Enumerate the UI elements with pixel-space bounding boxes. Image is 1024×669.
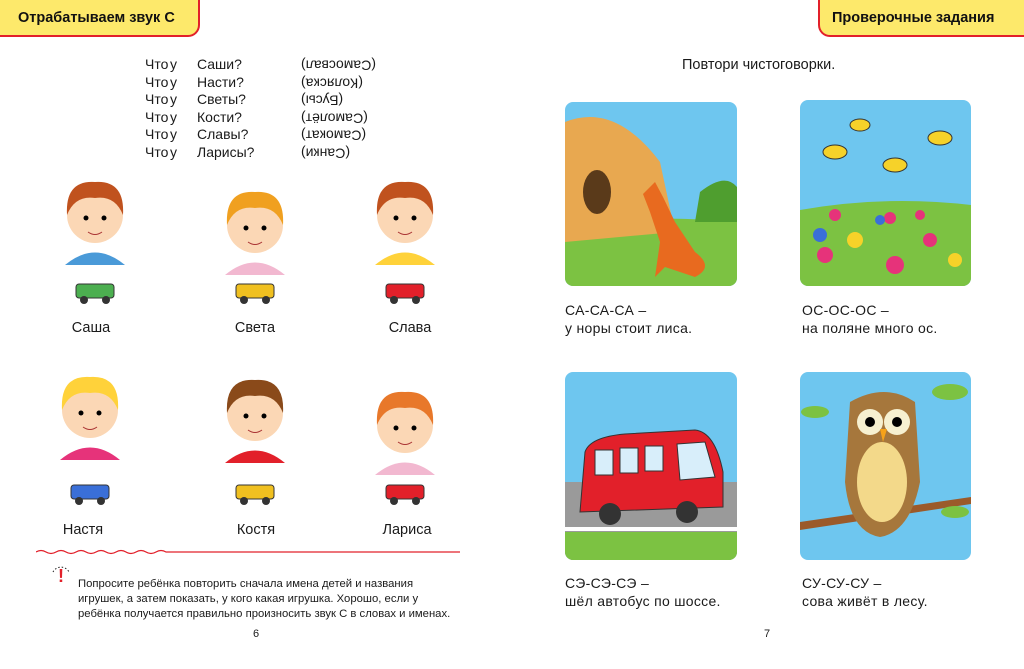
q-name: Насти? bbox=[197, 73, 244, 90]
question-row bbox=[145, 126, 376, 144]
q-word: Что bbox=[145, 56, 169, 72]
child-portrait bbox=[50, 170, 140, 265]
rhyme-line: сова живёт в лесу. bbox=[802, 592, 928, 609]
rhyme bbox=[565, 575, 721, 610]
rhyme-line: у норы стоит лиса. bbox=[565, 319, 693, 336]
section-title: Проверочные задания bbox=[832, 9, 995, 26]
child-portrait bbox=[360, 170, 450, 265]
section-title: Отрабатываем звук С bbox=[18, 9, 175, 26]
question-row bbox=[145, 56, 376, 74]
child-portrait bbox=[210, 180, 300, 275]
q-word: у bbox=[170, 143, 177, 160]
rhyme-line: СА-СА-СА – bbox=[565, 302, 647, 318]
rhyme bbox=[802, 302, 938, 337]
child-portrait bbox=[360, 380, 450, 475]
q-word: Что bbox=[145, 143, 169, 160]
rhyme-line: СЭ-СЭ-СЭ – bbox=[565, 575, 650, 591]
rhyme bbox=[565, 302, 692, 337]
q-name: Саши? bbox=[197, 56, 242, 72]
q-name: Светы? bbox=[197, 91, 246, 107]
scooter-icon bbox=[380, 278, 430, 306]
questions-list bbox=[145, 56, 376, 161]
q-name: Славы? bbox=[197, 126, 249, 142]
q-word: у bbox=[170, 73, 177, 90]
child-portrait bbox=[45, 365, 135, 460]
section-banner-left bbox=[0, 0, 200, 37]
fox-illustration bbox=[565, 102, 737, 286]
bus-illustration bbox=[565, 372, 737, 560]
rhyme-line: ОС-ОС-ОС – bbox=[802, 302, 889, 318]
page-number: 6 bbox=[253, 628, 260, 640]
question-row bbox=[145, 109, 376, 127]
child-name: Света bbox=[234, 320, 276, 336]
stroller-icon bbox=[65, 479, 115, 507]
owl-illustration bbox=[800, 372, 971, 560]
dump-truck-icon bbox=[70, 278, 120, 306]
q-word: Что bbox=[145, 126, 169, 142]
child-name: Костя bbox=[236, 522, 276, 538]
rhyme bbox=[802, 575, 928, 610]
upside-down-answer: (Самолёт) bbox=[301, 110, 368, 126]
q-word: у bbox=[170, 56, 177, 72]
svg-text:!: ! bbox=[58, 566, 64, 586]
airplane-icon bbox=[230, 479, 280, 507]
q-name: Ларисы? bbox=[197, 143, 255, 160]
page-number: 7 bbox=[764, 628, 771, 640]
child-name: Лариса bbox=[382, 522, 432, 538]
q-word: Что bbox=[145, 73, 169, 90]
rhyme-line: на поляне много ос. bbox=[802, 319, 938, 336]
question-row bbox=[145, 144, 376, 162]
child-name: Настя bbox=[62, 522, 104, 538]
parent-note: Попросите ребёнка повторить сначала имена детей и названия игрушек, а затем показать, у кого какая игрушка. Хорошо, если у ребёнка получается правильно произносить звук С в словах и именах. bbox=[78, 578, 451, 620]
instruction: Повтори чистоговорки. bbox=[682, 57, 836, 73]
child-name: Саша bbox=[71, 320, 111, 336]
rhyme-line: СУ-СУ-СУ – bbox=[802, 575, 882, 591]
sled-icon bbox=[380, 479, 430, 507]
attention-icon bbox=[50, 564, 72, 586]
section-banner-right bbox=[818, 0, 1024, 37]
child-portrait bbox=[210, 368, 300, 463]
beads-icon bbox=[230, 278, 280, 306]
q-word: у bbox=[170, 126, 177, 142]
bees-meadow-illustration bbox=[800, 100, 971, 286]
question-row bbox=[145, 91, 376, 109]
q-word: у bbox=[170, 91, 177, 107]
rhyme-line: шёл автобус по шоссе. bbox=[565, 592, 721, 609]
child-name: Слава bbox=[388, 320, 432, 336]
wavy-divider bbox=[36, 549, 460, 555]
q-word: Что bbox=[145, 91, 169, 107]
upside-down-answer: (Бусы) bbox=[301, 92, 344, 109]
q-word: у bbox=[170, 108, 177, 125]
upside-down-answer: (Санки) bbox=[301, 145, 351, 161]
upside-down-answer: (Самосвал) bbox=[301, 57, 377, 74]
upside-down-answer: (Коляска) bbox=[301, 75, 363, 91]
q-name: Кости? bbox=[197, 108, 242, 125]
upside-down-answer: (Самокат) bbox=[301, 127, 367, 144]
q-word: Что bbox=[145, 108, 169, 125]
question-row bbox=[145, 74, 376, 92]
